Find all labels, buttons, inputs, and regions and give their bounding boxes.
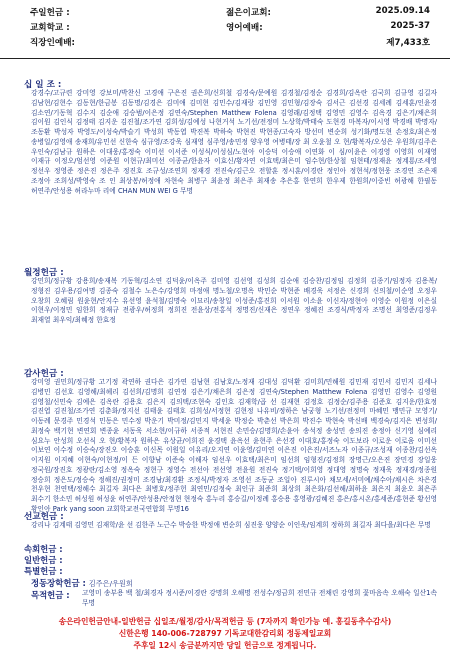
scholarship-offering-names: 김주은/우원희 xyxy=(88,579,133,588)
scholarship-offering-label: 정동장학헌금 : xyxy=(31,578,86,588)
header-week-number: 2025-37 xyxy=(390,21,430,31)
monthly-offering-names: 강민희/정규황 강용희/송재복 기동혁/김소연 김덕윤/이옥주 김미영 김선영 김성희 김순애 김승찬/김정임 김정희 김종기/임정자 김용복/정형진 김우용/김여명 김종숙 김철수 노은수/강영희 마정애 명노철/오명옥 박민순 박현준 배경욱 서정은 신경희 신의철/이순영 오정우 오창희 오혜림 원윤현/안지수 유선영 윤석철/김명숙 이묘리/송창일 이성준/홍진희 이서원 이소윤 이신자/정현아 이영순 이원정 이은실 이현우/이정민 임한희 정재규 전광우/허정희 정희진 전윤상/전홍석 정명진/신재은 정연우 정혜진 조경식/박정자 조명선 최영준/김정우 최재열 최우익/최혜정 한효정 xyxy=(31,277,437,324)
special-offering-line xyxy=(24,565,63,577)
monthly-offering-title: 월정헌금 : xyxy=(24,268,64,278)
thanksgiving-offering-title: 감사헌금 : xyxy=(24,369,64,379)
deadline-notice: 주후일 12시 송금분까지만 당일 헌금으로 정계됩니다. xyxy=(133,641,317,650)
header-church-school-label: 교회학교 : xyxy=(30,23,70,33)
cell-offering-label: 속회헌금 : xyxy=(24,544,63,554)
header-issue-number: 제7,433호 xyxy=(386,38,430,48)
tithe-names: 강경수/고규련 강미영 강보미/박찬신 고경애 구은진 권은희/신희철 김경숙/문예원 김경철/김정순 김경희/김옥란 김국희 김규영 김길자 김남현/김현수 김동현/한금봉 김동명/김경은 김미애 김미현 김민수/김재랑 김민영 김민형/김장숙 김서근 김선경 김세례 김세훈/인윤경 김소연/기동혁 김수지 김순애 김승범/이은정 김연숙/Stephen Matthew Folena 김영래/김정택 김영민 김영수 김옥경 김은기/채은희 김이원 김인식 김정태 김지운 김진철/조가연 김희성/김예성 나현거석 노기선/전정미 노상학/박태숙 도현경 마복자/이시영 박경배 박명자/조동환 박성자 박영도/이성숙/박슬기 박성희 박동엽 박진복 박하숙 박현진 박현종/고숙자 방선미 변순희 성기화/명도현 손정호/최은정 송병일/김영애 송재희/유민선 신한숙 심규영/조강욱 심재영 심주영/송민정 양우영 여병태/장 최 오윤철 오 현/황복자/오성은 우원희/김주은 우인숙/김남규 원하은 이대웅/홍정숙 이미선 이서준 이성식/이성심/노현아 이승덕 이승애 이연화 이 심/이윤은 이경영 이영희 이재영 이재규 이정오/엄선영 이준원 이현규/최미선 이종균/한윤자 이효신/황자연 이효택/최은미 임수현/한상철 임현태/정재윤 정계룡/조세영 정선우 정영준 정은진 정은주 정진호 조규성/조연희 정재경 전진숙/김근오 전할훈 정시훈/이경란 정인아 정현석/정현웅 조경연 조은재 조정아 조희성/박영숙 조 인 최상봉/허정애 차현숙 최병구 최윤정 최은주 최재송 추은홍 한연희 한우제 한원희/이중빈 허광해 한필동 허연주/안성용 허라누마 리에 CHAN MUN WEI G 무명 xyxy=(31,89,437,195)
header-youth-church-label: 젊은이교회: xyxy=(226,8,271,18)
online-offering-notice: 송은라인헌금안내-일반헌금 십일조/월정/감사/목적헌금 등 (7자까지 확인가능 예. 홍길동추수감사) xyxy=(58,617,392,626)
header-english-service-label: 영어예배: xyxy=(226,23,263,33)
purpose-offering-names: 고영미 송부용 백 철/최경자 정시준/이경란 강명희 오해명 전성수/정금희 전민규 전채린 강영희 꽃마음속 오해숙 일산1속 무명 xyxy=(82,589,437,607)
thanksgiving-offering-names: 강미영 권민희/정규황 고기정 곽연하 권다은 김가연 김남현 김남호/노정재 김대성 김덕환 김미희/민해원 김민재 김민서 김민지 김세나 김병민 김선호 김영해/최헤리 김선희/김명희 김연정 김은기/채은희 김은정 김연숙/Stephen Matthew Folena 김영민 김영수 김영원 김영철/신민숙 김예은 김옥란 김용호 김은지 김의택/조현숙 김인호 김재학/곱 선 김재현 김정호 김정순/김주용 김준호 김지운/한효정 김진엽 김진철/조가연 김춘화/정지선 김태윤 김태호 김희성/서정현 김현정 나유비/정하은 남궁형 노기선/전정미 마혜민 맹민규 모영기/이동례 문경주 민경석 민동은 민수정 박운기 박미정/김민지 박세윤 박정순 박춘선 박은희 박진수 박현숙 박신배 백경숙/김지은 변성희/최정숙 백기현 변연회 변종윤 서동욱 서소현/이규하 서종적 서현진 손민승/김명희/손윤아 송석정 송성민 송의진 송정아 신기영 심예리 심요누 안성희 오선식 오 현/황복자 원하은 유상균/이희진 윤경택 윤옥선 윤현주 은선경 이대호/홍정숙 이도보라 이로운 이로움 이미선 이보연 이수정 이승숙/장진오 이승훈 이신목 이원일 이유리/오지연 이윤영/김미연 이은진 이은진/서즈노자 이종규/조성재 이종찬/김선옥 이지원 이지혜 이현숙/이현정/이 든 이향남 이준숙 이해자 임선우 이효택/최은미 임선희 임형진/김정희 장명근/오은진 장민경 장일웅 정국원/장진호 정광란/김소영 정옥숙 정현구 정영수 전선아 전선영 전윤원 전진숙 정기택/이희영 정대영 정명숙 정재욱 정재경/정종원 정승희 정은도/정승숙 정해진/권정미 조경남/최경환 조정식/박정자 조영선 조동균 조일아 진루시아 채모세/서미예/채수아/채시은 차은경 천우현 천연택/정해수 최길자 최다은 최병호/정주헌 최연민/김정숙 최인규 최준희 최상희 최은화/김선해/최하윤 최은지 최윤오 최은주 최수기 한소민 허성원 허성윤 허연주/안성용/안정현 현정숙 홍누리 홍승길/이정례 홍승용 홍영광/김혜진 홍은/홍시온/홍세준/홍현준 황선영 황인아 Park yang soon 교회학교전국연합회 무명16 xyxy=(31,378,437,513)
header-sunday-offering-label: 주일헌금 : xyxy=(30,8,70,18)
mission-offering-title: 선교헌금 : xyxy=(24,512,64,522)
general-offering-label: 일반헌금 : xyxy=(24,555,63,565)
header-date: 2025.09.14 xyxy=(375,6,430,16)
purpose-offering-label: 목적헌금 : xyxy=(31,590,70,600)
purpose-offering-line xyxy=(31,589,70,601)
scholarship-offering-line xyxy=(31,577,133,589)
header-divider xyxy=(0,58,450,59)
bank-account-info: 신한은행 140-006-728797 기독교대한감리회 정동제일교회 xyxy=(118,629,332,638)
special-offering-label: 특별헌금 : xyxy=(24,566,63,576)
offering-summary-header xyxy=(0,0,450,64)
offering-list xyxy=(0,64,450,612)
mission-offering-names: 강리나 김계태 김영민 김재학/윤 선 김한주 노근수 박승한 박정애 변순희 심진웅 양양순 이인욱/임계희 정하희 최길자 최다을/최다은 무명 xyxy=(31,521,431,529)
header-workers-service-label: 직장인예배: xyxy=(30,38,75,48)
tithe-title: 십 일 조 : xyxy=(24,80,62,90)
